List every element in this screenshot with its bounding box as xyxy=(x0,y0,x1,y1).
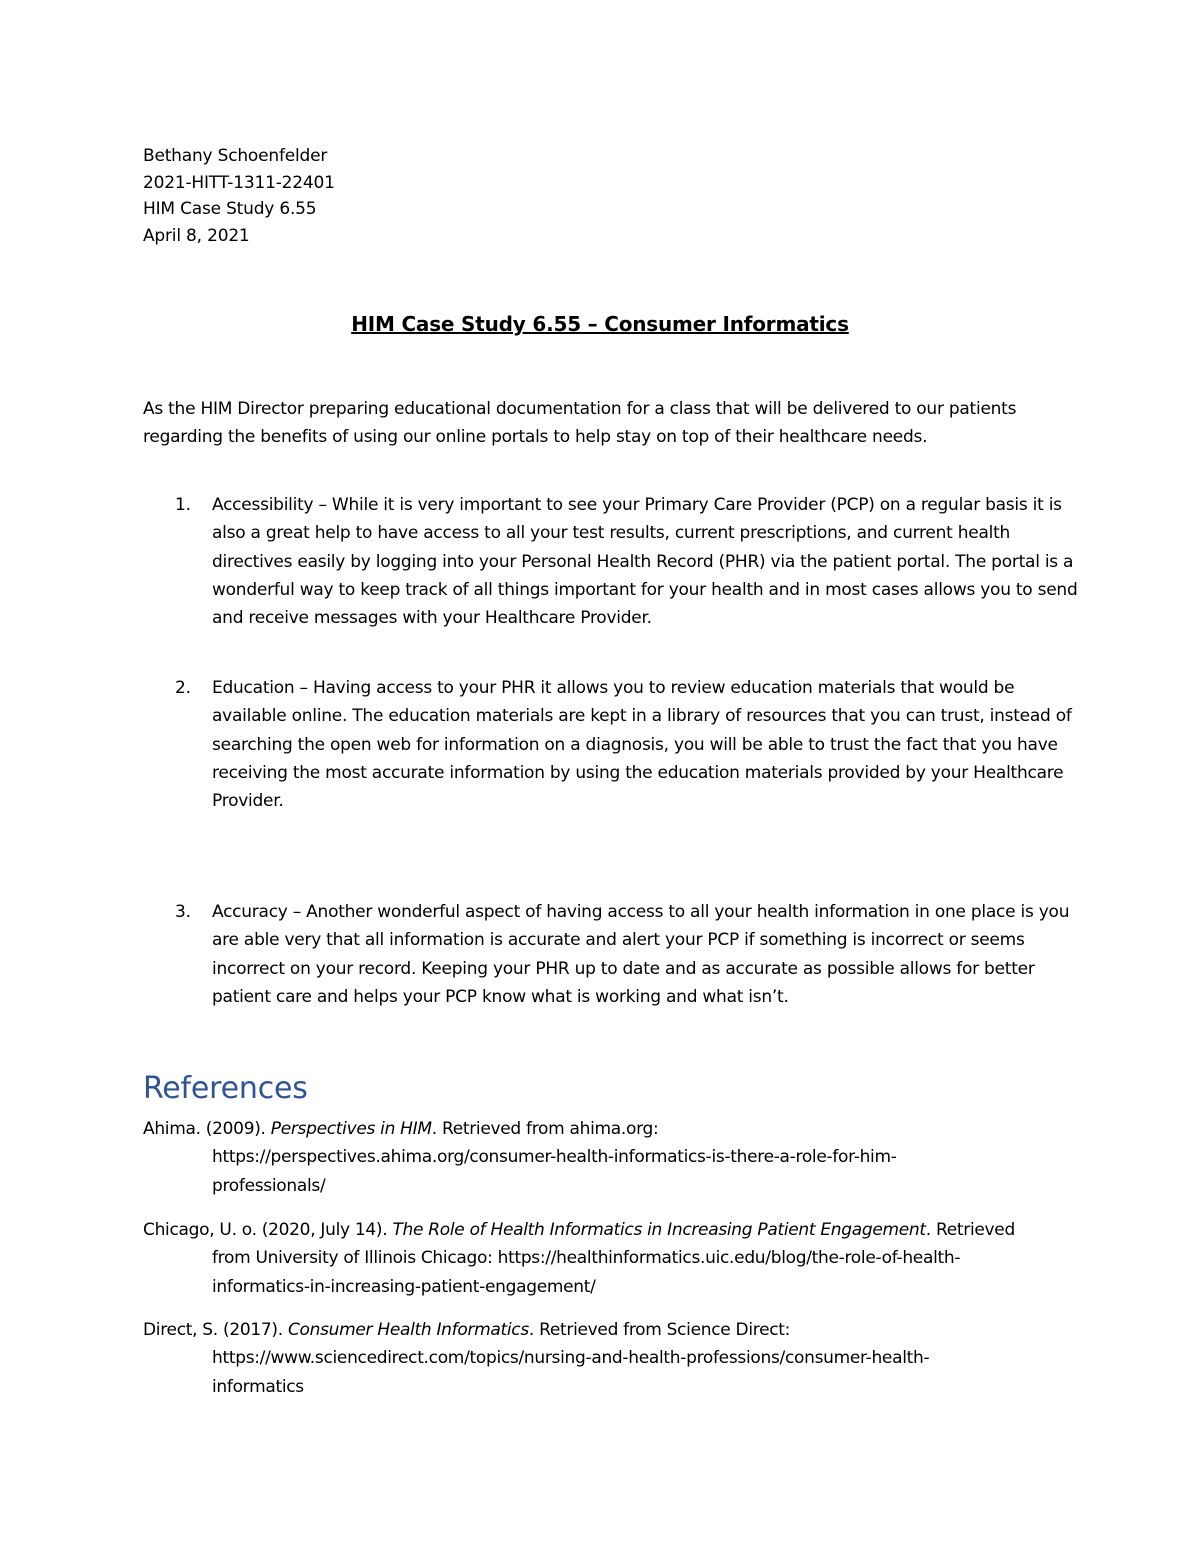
reference-entry xyxy=(143,1115,1073,1200)
reference-retrieved: . Retrieved from ahima.org: xyxy=(431,1119,659,1139)
author-name: Bethany Schoenfelder xyxy=(143,146,328,166)
document-title: HIM Case Study 6.55 – Consumer Informatics xyxy=(351,312,849,336)
references-heading: References xyxy=(143,1071,308,1106)
reference-url-continued: informatics-in-increasing-patient-engagement/ xyxy=(212,1276,596,1297)
reference-retrieved: . Retrieved xyxy=(925,1220,1015,1240)
reference-title: Consumer Health Informatics xyxy=(287,1320,529,1340)
list-item xyxy=(143,898,1083,1011)
list-item-number: 1. xyxy=(175,495,191,515)
assignment-name: HIM Case Study 6.55 xyxy=(143,199,317,219)
list-item-number: 3. xyxy=(175,902,191,922)
list-item xyxy=(143,674,1083,815)
reference-url-continued: informatics xyxy=(212,1376,304,1397)
reference-url: https://perspectives.ahima.org/consumer-health-informatics-is-there-a-role-for-him- xyxy=(212,1147,897,1168)
list-item xyxy=(143,491,1083,632)
reference-entry xyxy=(143,1216,1073,1301)
list-item-text: Accessibility – While it is very important to see your Primary Care Provider (PCP) on a regular basis it is also a great help to have access to all your test results, current prescriptions, and current health directives easily by logging into your Personal Health Record (PHR) via the patient portal. The portal is a wonderful way to keep track of all things important for your health and in most cases allows you to send and receive messages with your Healthcare Provider. xyxy=(212,495,1078,629)
reference-title: Perspectives in HIM xyxy=(270,1119,432,1139)
header-block xyxy=(143,143,335,249)
reference-url: https://www.sciencedirect.com/topics/nursing-and-health-professions/consumer-health- xyxy=(212,1348,930,1369)
reference-author: Chicago, U. o. (2020, July 14). xyxy=(143,1220,393,1240)
reference-author: Ahima. (2009). xyxy=(143,1119,271,1139)
reference-title: The Role of Health Informatics in Increasing Patient Engagement xyxy=(392,1220,926,1240)
intro-paragraph: As the HIM Director preparing educational documentation for a class that will be delivered to our patients regarding the benefits of using our online portals to help stay on top of their healthcare needs. xyxy=(143,399,1017,447)
reference-url-continued: professionals/ xyxy=(212,1175,326,1196)
reference-author: Direct, S. (2017). xyxy=(143,1320,288,1340)
list-item-text: Accuracy – Another wonderful aspect of having access to all your health information in one place is you are able very that all information is accurate and alert your PCP if something is incorrect or seems incorrect on your record. Keeping your PHR up to date and as accurate as possible allows for better patient care and helps your PCP know what is working and what isn’t. xyxy=(212,902,1070,1007)
list-item-number: 2. xyxy=(175,678,191,698)
reference-retrieved: . Retrieved from Science Direct: xyxy=(528,1320,791,1340)
reference-url: from University of Illinois Chicago: https://healthinformatics.uic.edu/blog/the-role-of-health- xyxy=(212,1248,961,1269)
list-item-text: Education – Having access to your PHR it allows you to review education materials that would be available online. The education materials are kept in a library of resources that you can trust, instead of searching the open web for information on a diagnosis, you will be able to trust the fact that you have receiving the most accurate information by using the education materials provided by your Healthcare Provider. xyxy=(212,678,1072,812)
document-date: April 8, 2021 xyxy=(143,225,250,246)
reference-entry xyxy=(143,1316,1073,1401)
course-code: 2021-HITT-1311-22401 xyxy=(143,172,335,193)
